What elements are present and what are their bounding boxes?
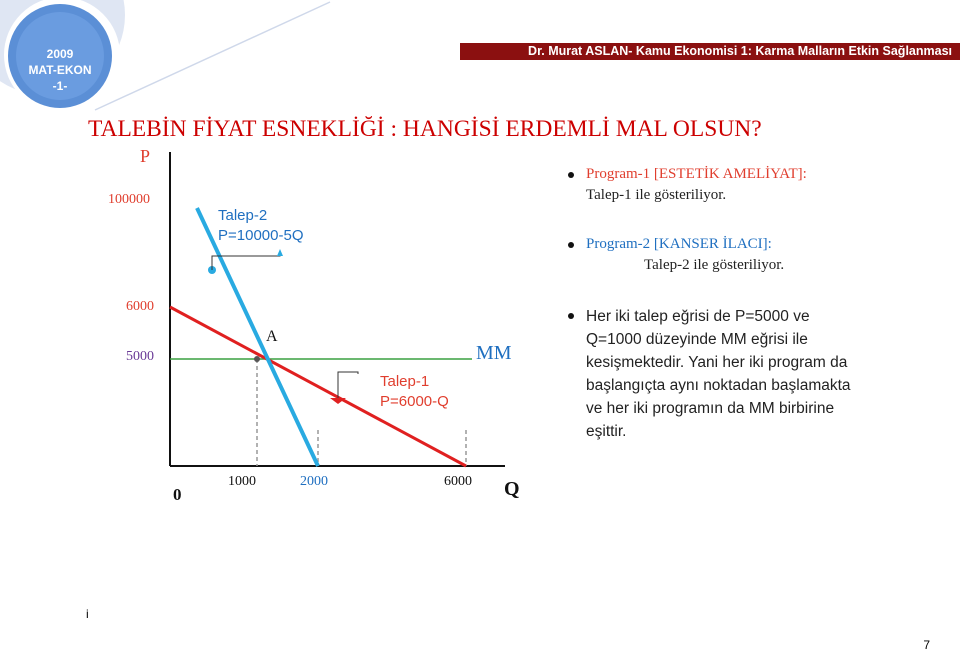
point-a-marker xyxy=(254,356,260,362)
talep2-curve xyxy=(197,208,318,466)
y-tick-6000: 6000 xyxy=(126,299,154,314)
note-program1-text: Talep-1 ile gösteriliyor. xyxy=(586,187,727,203)
point-a-label: A xyxy=(266,328,278,345)
note-program1 xyxy=(586,164,807,206)
note-line: başlangıçta aynı noktadan başlamakta xyxy=(586,377,851,394)
y-tick-100000: 100000 xyxy=(108,192,150,207)
origin-label: 0 xyxy=(173,485,182,504)
talep2-equation: P=10000-5Q xyxy=(218,227,304,244)
note-line: ve her iki programın da MM birbirine xyxy=(586,400,835,417)
badge-number: -1- xyxy=(52,79,68,93)
badge-course: MAT-EKON xyxy=(28,63,92,77)
footer-mark: i xyxy=(86,607,89,621)
talep1-callout xyxy=(338,372,358,400)
note-intersection xyxy=(586,305,851,443)
x-tick-2000: 2000 xyxy=(300,474,328,489)
note-program2 xyxy=(586,234,784,276)
talep2-name: Talep-2 xyxy=(218,207,268,224)
x-axis-label: Q xyxy=(504,478,520,500)
header-text: Dr. Murat ASLAN- Kamu Ekonomisi 1: Karma Malların Etkin Sağlanması xyxy=(528,44,952,58)
note-line: eşittir. xyxy=(586,423,627,440)
note-program2-title: Program-2 [KANSER İLACI]: xyxy=(586,236,772,252)
note-program1-title: Program-1 [ESTETİK AMELİYAT]: xyxy=(586,166,807,182)
talep1-equation: P=6000-Q xyxy=(380,393,449,410)
bullet-3 xyxy=(568,313,574,319)
note-program2-text: Talep-2 ile gösteriliyor. xyxy=(644,257,785,273)
badge-year: 2009 xyxy=(46,47,74,61)
x-tick-1000: 1000 xyxy=(228,474,256,489)
page-number: 7 xyxy=(923,638,930,652)
y-tick-5000: 5000 xyxy=(126,349,154,364)
slide-title: TALEBİN FİYAT ESNEKLİĞİ : HANGİSİ ERDEMLİ MAL OLSUN? xyxy=(88,116,762,142)
talep1-name: Talep-1 xyxy=(380,373,430,390)
bullet-2 xyxy=(568,242,574,248)
mm-label: MM xyxy=(476,342,512,364)
x-tick-6000: 6000 xyxy=(444,474,472,489)
demand-graph xyxy=(0,0,560,520)
note-line: Her iki talep eğrisi de P=5000 ve xyxy=(586,308,810,325)
note-line: kesişmektedir. Yani her iki program da xyxy=(586,354,848,371)
y-axis-label: P xyxy=(140,146,151,166)
note-line: Q=1000 düzeyinde MM eğrisi ile xyxy=(586,331,808,348)
bullet-1 xyxy=(568,172,574,178)
